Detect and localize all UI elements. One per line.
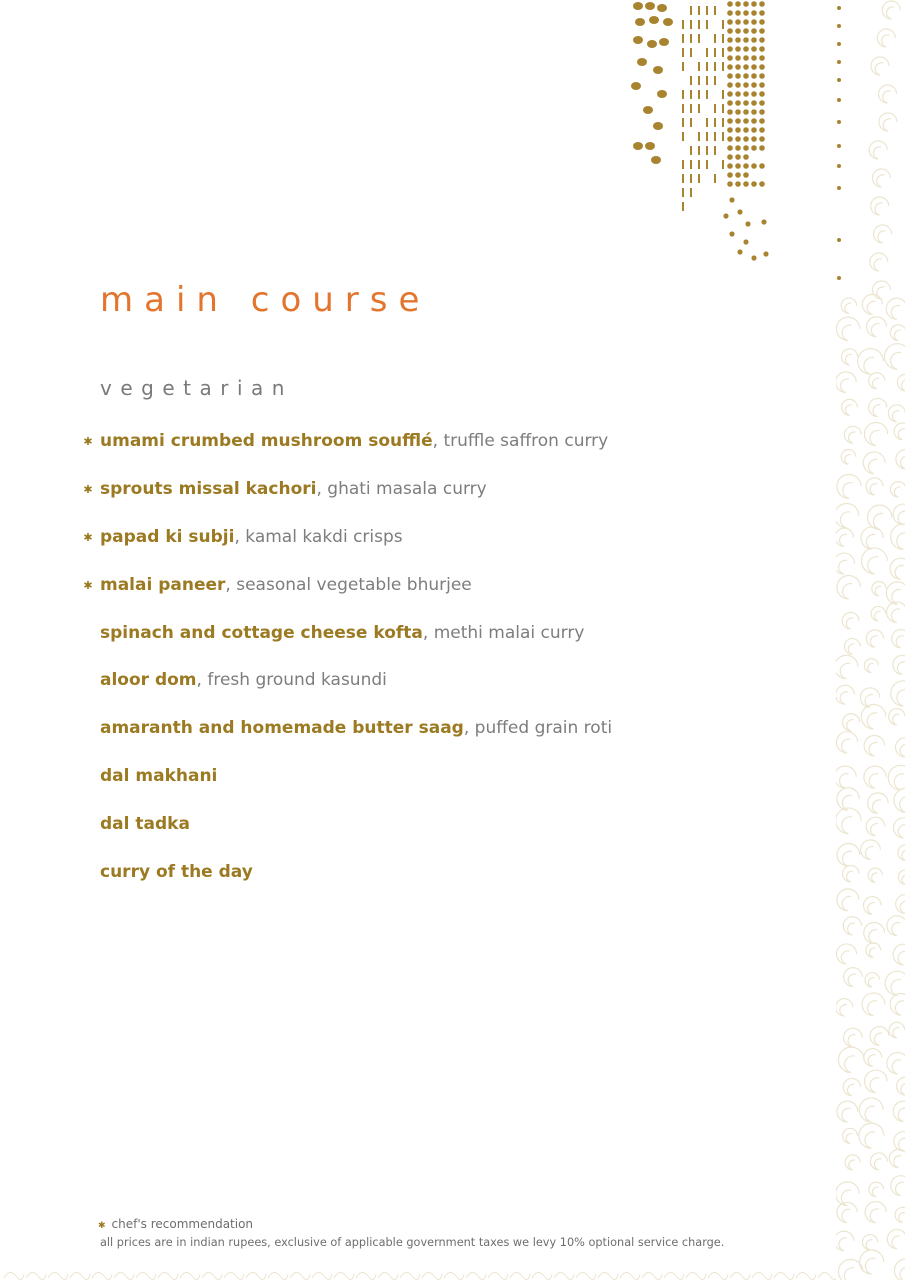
menu-item-text	[100, 714, 612, 742]
menu-item-text	[100, 427, 608, 455]
dish-separator: ,	[316, 478, 328, 499]
dish-name: spinach and cottage cheese kofta	[100, 622, 423, 643]
dish-name: amaranth and homemade butter saag	[100, 718, 464, 739]
dish-name: sprouts missal kachori	[100, 478, 317, 499]
menu-item	[0, 619, 830, 667]
menu-item	[0, 762, 830, 810]
dish-name: curry of the day	[100, 862, 253, 883]
gold-dot-pattern	[628, 0, 778, 270]
menu-item-text	[100, 666, 387, 694]
section-heading-vegetarian: vegetarian	[100, 376, 293, 400]
menu-item-text	[100, 810, 190, 838]
bottom-swirl-band	[0, 1266, 836, 1280]
menu-item	[0, 571, 830, 619]
menu-list	[0, 427, 830, 906]
dish-description: fresh ground kasundi	[207, 670, 387, 691]
pricing-disclaimer: all prices are in indian rupees, exclusive of applicable government taxes we levy 10% optional service charge.	[100, 1236, 725, 1249]
menu-item-text	[100, 619, 584, 647]
chef-recommendation-star-icon: ✱	[83, 435, 93, 448]
dish-description: seasonal vegetable bhurjee	[236, 574, 472, 595]
menu-item-text	[100, 762, 217, 790]
menu-item-text	[100, 475, 487, 503]
chefs-recommendation-note	[98, 1215, 253, 1235]
dish-description: methi malai curry	[433, 622, 585, 643]
dish-name: aloor dom	[100, 670, 197, 691]
chef-recommendation-star-icon: ✱	[83, 530, 93, 544]
dish-separator: ,	[196, 670, 208, 691]
page-title: main course	[100, 280, 431, 320]
dish-separator: ,	[422, 622, 434, 643]
dish-separator: ,	[225, 574, 237, 595]
menu-item	[0, 666, 830, 714]
recommendation-star-icon: ✱	[98, 1221, 106, 1231]
menu-item-text	[100, 523, 403, 551]
dish-description: kamal kakdi crisps	[245, 526, 403, 547]
dish-name: malai paneer	[100, 574, 226, 595]
menu-item	[0, 475, 830, 523]
chef-recommendation-star-icon: ✱	[83, 482, 93, 496]
menu-item-text	[100, 858, 253, 886]
dish-separator: ,	[234, 526, 246, 547]
menu-item	[0, 523, 830, 571]
swirl-pattern-border	[836, 0, 905, 1280]
dish-separator: ,	[463, 718, 475, 739]
dish-name: dal makhani	[100, 766, 218, 787]
dish-name: papad ki subji	[100, 526, 235, 547]
recommendation-label: chef's recommendation	[111, 1217, 254, 1231]
chef-recommendation-star-icon: ✱	[83, 578, 93, 592]
dish-description: truffle saffron curry	[443, 431, 609, 451]
menu-item	[0, 810, 830, 858]
dish-name: dal tadka	[100, 814, 190, 835]
dish-name: umami crumbed mushroom soufflé	[100, 431, 433, 451]
menu-item	[0, 714, 830, 762]
dish-description: ghati masala curry	[327, 478, 487, 499]
menu-item	[0, 427, 830, 475]
menu-item-text	[100, 571, 472, 599]
dish-description: puffed grain roti	[474, 718, 613, 739]
menu-item	[0, 858, 830, 906]
dish-separator: ,	[432, 431, 444, 451]
